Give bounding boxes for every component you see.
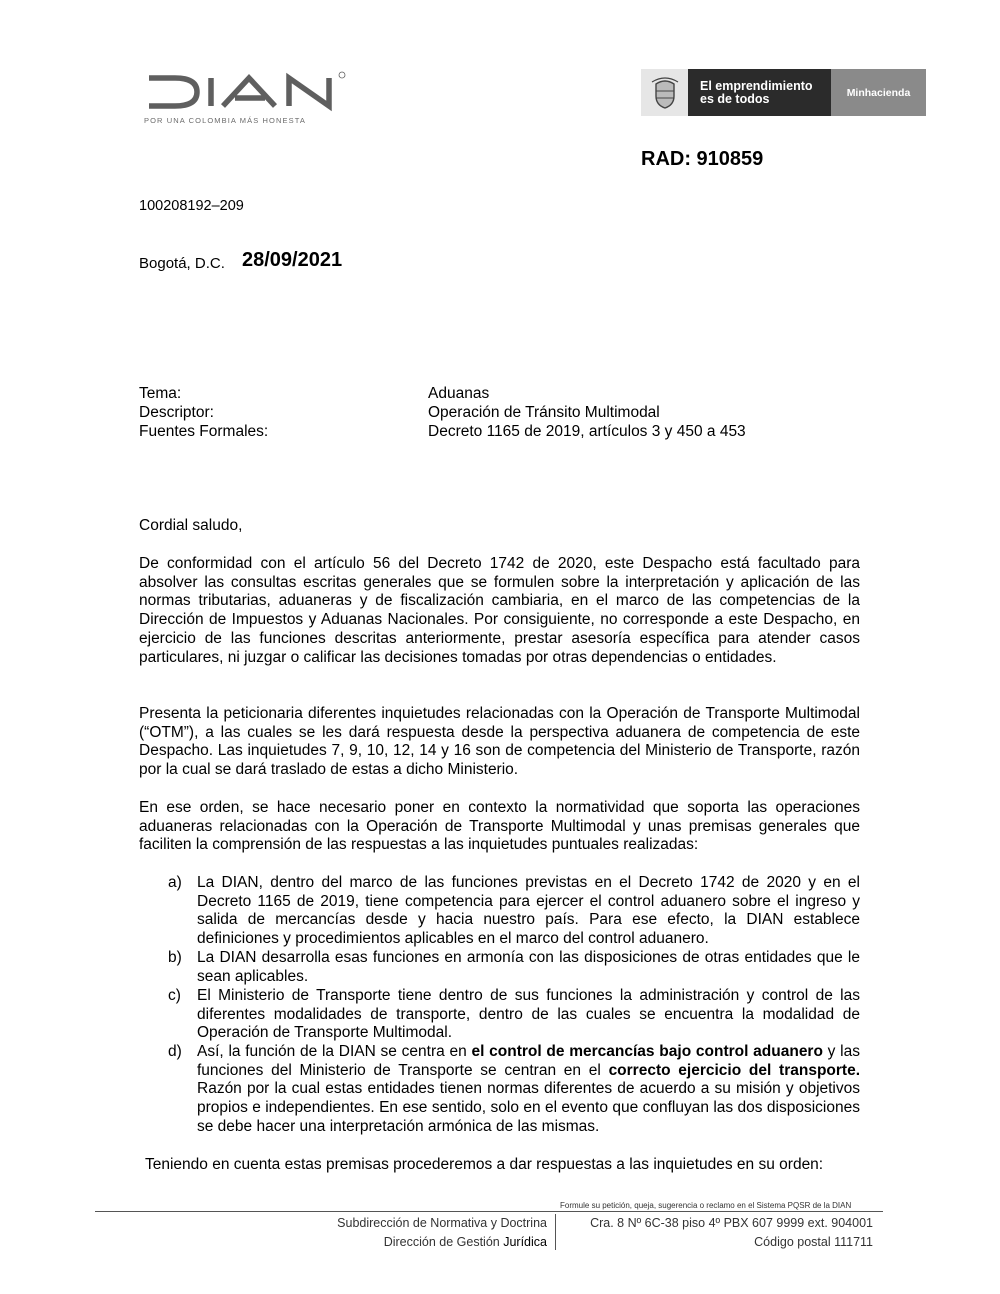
list-item-d-bold-1: el control de mercancías bajo control aduanero [471,1043,823,1060]
list-marker-c: c) [168,987,181,1004]
footer-divider [95,1211,883,1212]
greeting: Cordial saludo, [139,517,243,534]
list-item-d-text-1: Así, la función de la DIAN se centra en [197,1043,472,1060]
closing-paragraph: Teniendo en cuenta estas premisas procederemos a dar respuestas a las inquietudes en su orden: [145,1156,824,1173]
meta-label-descriptor: Descriptor: [139,404,214,421]
footer-direccion [384,1235,547,1249]
list-item-d-text-2: y las funciones del Ministerio de Transporte se centran en el [197,1043,860,1079]
list-item-d-text-3: Razón por la cual estas entidades tienen normas diferentes de acuerdo a su misión y objetivos propios e independientes. En ese sentido, solo en el evento que confluyan las dos disposiciones se debe hacer una interpretación armónica de las mismas. [197,1080,860,1135]
list-marker-b: b) [168,949,182,966]
list-item-d [197,1043,860,1137]
reference-number: 100208192–209 [139,198,244,214]
radicado-number: RAD: 910859 [641,148,764,170]
list-item-d-bold-2: correcto ejercicio del transporte. [608,1061,861,1079]
paragraph-1: De conformidad con el artículo 56 del Decreto 1742 de 2020, este Despacho está facultado para absolver las consultas escritas generales que se formulen sobre la interpretación y aplicación de las normas tributarias, aduaneras y de fiscalización cambiaria, en el marco de las competencias de la Dirección de Impuestos y Aduanas Nacionales. Por consiguiente, no corresponde a este Despacho, en ejercicio de las funciones descritas anteriormente, prestar asesoría específica para atender casos particulares, ni juzgar o calificar las decisiones tomadas por otras dependencias o entidades. [139,555,860,666]
footer-vertical-divider [555,1214,556,1250]
document-date: 28/09/2021 [242,249,343,271]
paragraph-2: Presenta la peticionaria diferentes inquietudes relacionadas con la Operación de Transporte Multimodal (“OTM”), a las cuales se les dará respuesta desde la perspectiva aduanera de competencia de este Despacho. Las inquietudes 7, 9, 10, 12, 14 y 16 son de competencia del Ministerio de Transporte, razón por la cual se dará traslado de estas a dicho Ministerio. [139,705,860,779]
government-banner [641,69,926,116]
footer-address: Cra. 8 Nº 6C-38 piso 4º PBX 607 9999 ext. 904001 [590,1216,873,1230]
logo-tagline: POR UNA COLOMBIA MÁS HONESTA [144,116,306,125]
ministry-label: Minhacienda [831,69,926,116]
list-marker-a: a) [168,874,182,891]
slogan-line-2: es de todos [700,92,770,106]
footer-direccion-juridica: Jurídica [503,1235,547,1249]
footer-direccion-text: Dirección de Gestión [383,1235,504,1249]
coat-of-arms-icon [641,69,688,116]
meta-value-descriptor: Operación de Tránsito Multimodal [428,404,660,421]
meta-label-fuentes: Fuentes Formales: [139,423,269,440]
footer-pqsr-note: Formule su petición, queja, sugerencia o reclamo en el Sistema PQSR de la DIAN [560,1201,852,1210]
list-marker-d: d) [168,1043,182,1060]
meta-label-tema: Tema: [139,385,182,402]
slogan-line-1: El emprendimiento [700,79,813,93]
list-item-b: La DIAN desarrolla esas funciones en armonía con las disposiciones de otras entidades que le sean aplicables. [197,949,860,985]
list-item-a: La DIAN, dentro del marco de las funciones previstas en el Decreto 1742 de 2020 y en el Decreto 1165 de 2019, tiene competencia para ejercer el control aduanero sobre el ingreso y salida de mercancías desde y hacia nuestro país. Para ese efecto, la DIAN establece definiciones y procedimientos aplicables en el marco del control aduanero. [197,874,860,948]
government-slogan [688,69,831,116]
paragraph-3: En ese orden, se hace necesario poner en contexto la normatividad que soporta las operaciones aduaneras relacionadas con la Operación de Transporte Multimodal y unas premisas generales que faciliten la comprensión de las respuestas a las inquietudes puntuales realizadas: [139,799,860,854]
footer-subdireccion: Subdirección de Normativa y Doctrina [337,1216,547,1230]
meta-value-fuentes: Decreto 1165 de 2019, artículos 3 y 450 a 453 [428,423,746,440]
footer-postal-code: Código postal 111711 [754,1235,873,1249]
list-item-c: El Ministerio de Transporte tiene dentro de sus funciones la administración y control de las diferentes modalidades de transporte, dentro de las cuales se encuentra la modalidad de Operación de Transporte Multimodal. [197,987,860,1042]
meta-value-tema: Aduanas [428,385,490,402]
city: Bogotá, D.C. [139,255,225,272]
